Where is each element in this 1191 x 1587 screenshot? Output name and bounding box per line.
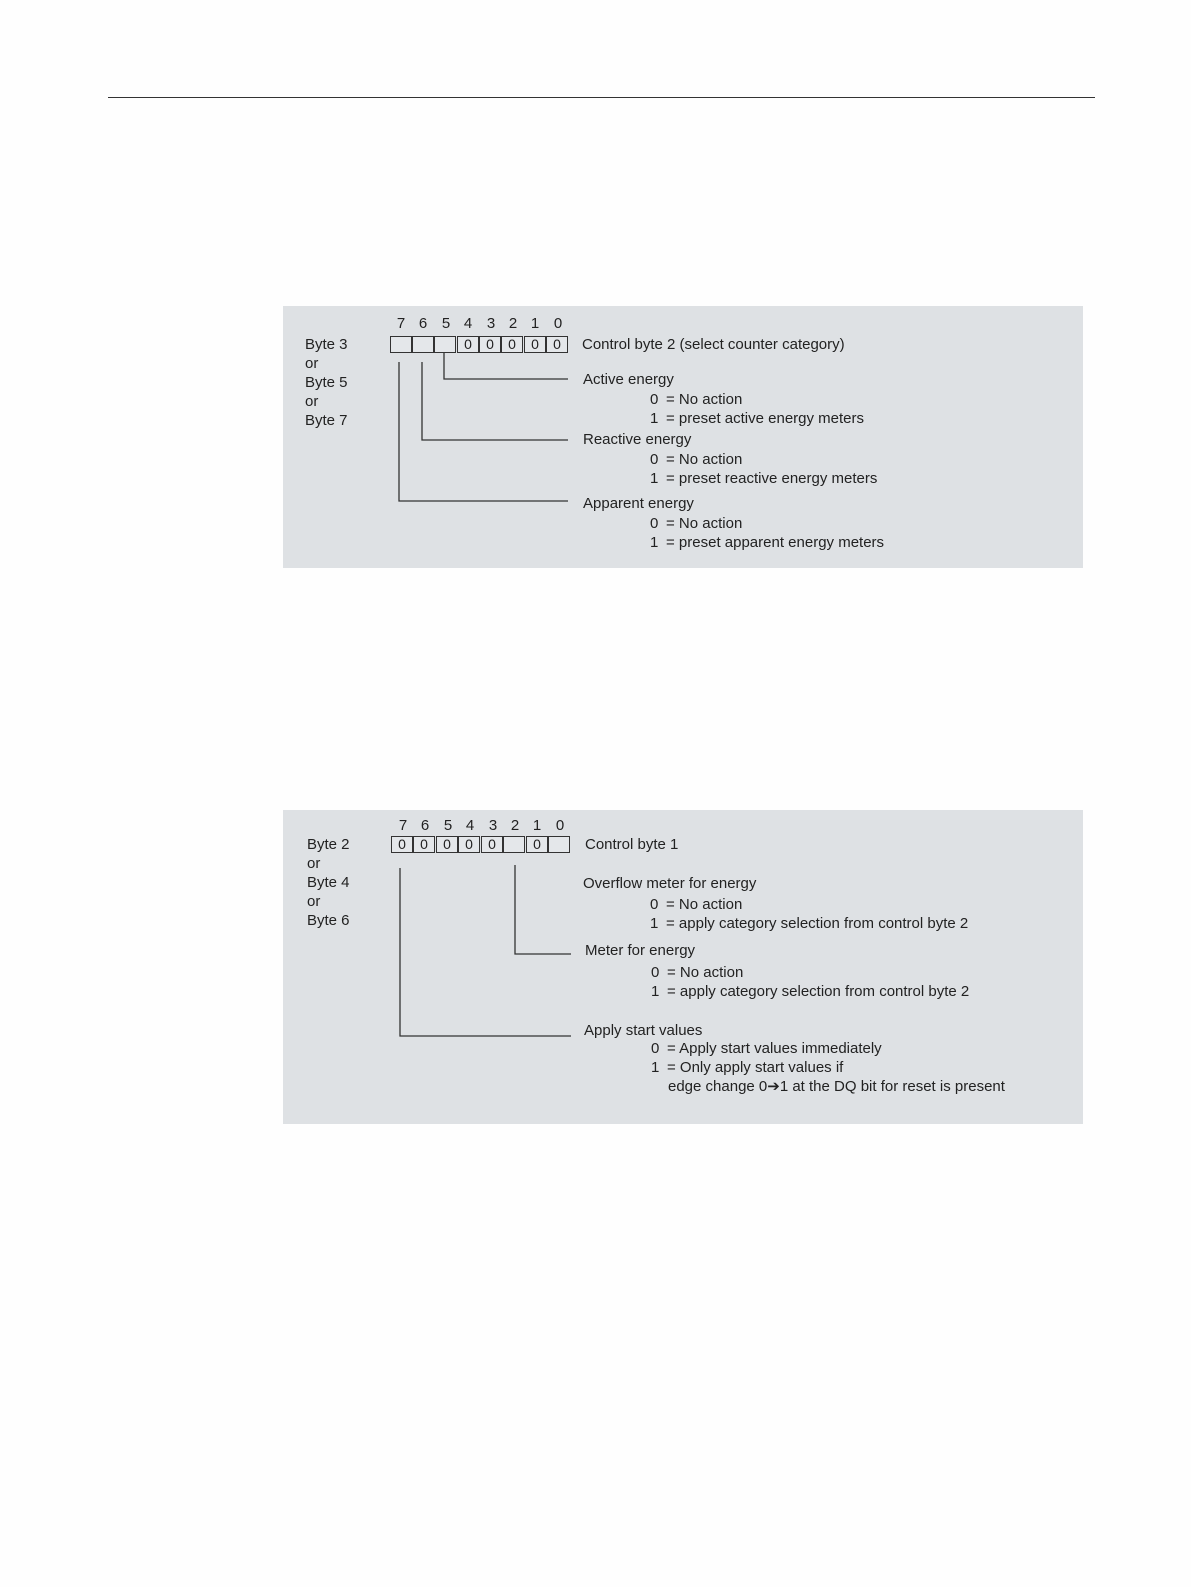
byte-label: Byte 7 <box>305 412 348 429</box>
byte-label: or <box>307 855 321 872</box>
bit-cell: 0 <box>391 836 413 853</box>
option-continuation: edge change 0➔1 at the DQ bit for reset is present <box>668 1078 1005 1095</box>
bit-cell: 0 <box>524 336 546 353</box>
option-value: 0 <box>650 896 659 913</box>
bit-cell <box>434 336 456 353</box>
option-text: = No action <box>666 391 743 408</box>
field-name: Reactive energy <box>583 431 692 448</box>
control-byte-2-diagram <box>283 306 1083 568</box>
option-text: = preset reactive energy meters <box>666 470 878 487</box>
bit-number: 2 <box>508 315 518 332</box>
field-name: Active energy <box>583 371 674 388</box>
option-value: 0 <box>651 964 660 981</box>
connector-bit2 <box>515 865 571 954</box>
option-value: 1 <box>650 470 659 487</box>
byte-label: Byte 3 <box>305 336 348 353</box>
bit-cell: 0 <box>526 836 548 853</box>
byte-label: or <box>305 355 319 372</box>
bit-number: 0 <box>555 817 565 834</box>
byte-label: Byte 2 <box>307 836 350 853</box>
bit-cell: 0 <box>457 336 479 353</box>
option-text: = preset active energy meters <box>666 410 865 427</box>
option-value: 0 <box>650 515 659 532</box>
byte-label: or <box>305 393 319 410</box>
option-text: = No action <box>667 964 744 981</box>
option-value: 0 <box>650 451 659 468</box>
bit-cell: 0 <box>546 336 568 353</box>
connector-bit7 <box>399 362 568 501</box>
byte-label: or <box>307 893 321 910</box>
byte-label: Byte 4 <box>307 874 350 891</box>
bit-cell: 0 <box>479 336 501 353</box>
option-value: 1 <box>650 534 659 551</box>
option-value: 0 <box>650 391 659 408</box>
bit-cell <box>503 836 525 853</box>
bit-number: 0 <box>553 315 563 332</box>
byte-label: Byte 6 <box>307 912 350 929</box>
bit-cell: 0 <box>458 836 480 853</box>
bit-number: 7 <box>396 315 406 332</box>
field-name: Apparent energy <box>583 495 694 512</box>
bit-cell: 0 <box>501 336 523 353</box>
bit-cell: 0 <box>413 836 435 853</box>
bit-number: 3 <box>486 315 496 332</box>
option-text: = No action <box>666 515 743 532</box>
bit-number: 6 <box>418 315 428 332</box>
connector-bit7 <box>400 868 571 1036</box>
option-text: = Apply start values immediately <box>667 1040 882 1057</box>
bit-number: 2 <box>510 817 520 834</box>
option-text: = apply category selection from control byte 2 <box>666 915 969 932</box>
bit-number: 6 <box>420 817 430 834</box>
bit-cell <box>390 336 412 353</box>
field-name: Overflow meter for energy <box>583 875 757 892</box>
bit-number: 4 <box>465 817 475 834</box>
bit-cell: 0 <box>481 836 503 853</box>
option-value: 1 <box>651 983 660 1000</box>
diagram-title: Control byte 2 (select counter category) <box>582 336 845 353</box>
option-text: = No action <box>666 451 743 468</box>
header-rule <box>108 97 1095 98</box>
option-value: 1 <box>650 915 659 932</box>
bit-number: 5 <box>441 315 451 332</box>
option-value: 1 <box>650 410 659 427</box>
bit-number: 4 <box>463 315 473 332</box>
byte-label: Byte 5 <box>305 374 348 391</box>
bit-number: 3 <box>488 817 498 834</box>
bit-cell <box>412 336 434 353</box>
field-name: Apply start values <box>584 1022 703 1039</box>
option-text: = Only apply start values if <box>667 1059 844 1076</box>
diagram-title: Control byte 1 <box>585 836 679 853</box>
control-byte-1-diagram <box>283 810 1083 1124</box>
bit-cell: 0 <box>436 836 458 853</box>
bit-number: 5 <box>443 817 453 834</box>
bit-cell <box>548 836 570 853</box>
bit-number: 1 <box>530 315 540 332</box>
option-value: 1 <box>651 1059 660 1076</box>
option-text: = No action <box>666 896 743 913</box>
option-value: 0 <box>651 1040 660 1057</box>
option-text: = preset apparent energy meters <box>666 534 885 551</box>
option-text: = apply category selection from control byte 2 <box>667 983 970 1000</box>
field-name: Meter for energy <box>585 942 696 959</box>
bit-number: 7 <box>398 817 408 834</box>
bit-number: 1 <box>532 817 542 834</box>
